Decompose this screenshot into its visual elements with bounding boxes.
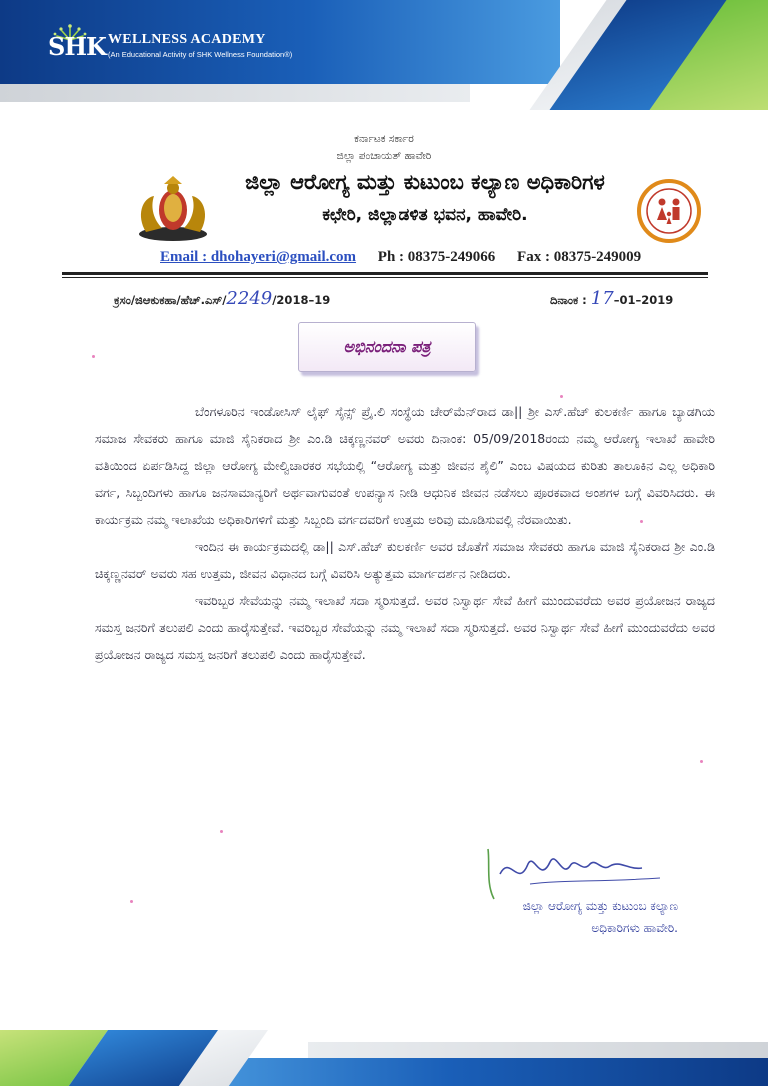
nrhm-logo-icon (636, 178, 702, 244)
letter-date (550, 288, 673, 309)
signatory-block (448, 895, 678, 939)
divider (62, 272, 708, 275)
fax-number: Fax : 08375-249009 (517, 249, 642, 265)
reference-year: /2018–19 (272, 293, 331, 307)
logo-text: SHK (48, 32, 106, 61)
office-title: ಜಿಲ್ಲಾ ಆರೋಗ್ಯ ಮತ್ತು ಕುಟುಂಬ ಕಲ್ಯಾಣ ಅಧಿಕಾರಿಗಳ (245, 170, 605, 194)
footer-banner (0, 1030, 768, 1086)
panchayat-label: ಜಿಲ್ಲಾ ಪಂಚಾಯತ್ ಹಾವೇರಿ (336, 150, 432, 162)
scan-speck (700, 760, 703, 763)
banner-grey-band (0, 84, 470, 102)
divider (62, 277, 708, 278)
signatory-line2: ಅಧಿಕಾರಿಗಳು ಹಾವೇರಿ. (591, 921, 678, 935)
reference-number (114, 288, 330, 309)
state-label: ಕರ್ನಾಟಕ ಸರ್ಕಾರ (354, 133, 414, 145)
date-handwritten: 17 (590, 288, 614, 309)
brand-subtitle: (An Educational Activity of SHK Wellness Foundation®) (108, 50, 293, 59)
shk-logo (48, 22, 104, 70)
header-banner (0, 0, 768, 110)
body-paragraph: ಬೆಂಗಳೂರಿನ ಇಂಡೋಸಿಸ್ ಲೈಫ್ ಸೈನ್ಸ್ ಪ್ರೈ.ಲಿ ಸಂಸ್ಥೆಯ ಚೇರ್‌ಮೆನ್‌ರಾದ ಡಾ|| ಶ್ರೀ ಎಸ್.ಹೆಚ್ ಕುಲಕರ್ಣಿ ಹಾಗೂ ಬ್ಯಾಡಗಿಯ ಸಮಾಜ ಸೇವಕರು ಹಾಗೂ ಮಾಜಿ ಸೈನಿಕರಾದ ಶ್ರೀ ಎಂ.ಡಿ ಚಿಕ್ಕಣ್ಣನವರ್ ಅವರು ದಿನಾಂಕ: 05/09/2018ರಂದು ನಮ್ಮ ಆರೋಗ್ಯ ಇಲಾಖೆ ಹಾವೇರಿ ವತಿಯಿಂದ ಏರ್ಪಡಿಸಿದ್ದ ಜಿಲ್ಲಾ ಆರೋಗ್ಯ ಮೇಲ್ವಿಚಾರಕರ ಸಭೆಯಲ್ಲಿ “ಆರೋಗ್ಯ ಮತ್ತು ಜೀವನ ಶೈಲಿ” ಎಂಬ ವಿಷಯದ ಕುರಿತು ತಾಲೂಕಿನ ಎಲ್ಲ ಅಧಿಕಾರಿ ವರ್ಗ, ಸಿಬ್ಬಂದಿಗಳು ಹಾಗೂ ಜನಸಾಮಾನ್ಯರಿಗೆ ಅರ್ಥವಾಗುವಂತೆ ಉಪನ್ಯಾಸ ನೀಡಿ ಆಧುನಿಕ ಜೀವನ ನಡೆಸಲು ಪೂರಕವಾದ ಅಂಶಗಳ ಬಗ್ಗೆ ವಿವರಿಸಿದರು. ಈ ಕಾರ್ಯಕ್ರಮ ನಮ್ಮ ಇಲಾಖೆಯ ಅಧಿಕಾರಿಗಳಿಗೆ ಮತ್ತು ಸಿಬ್ಬಂದಿ ವರ್ಗದವರಿಗೆ ಉತ್ತಮ ಅರಿವು ಮೂಡಿಸುವಲ್ಲಿ ನೆರವಾಯಿತು. (95, 404, 715, 527)
banner-blue-band (188, 1058, 768, 1086)
certificate-title: ಅಭಿನಂದನಾ ಪತ್ರ (343, 337, 431, 356)
scan-speck (220, 830, 223, 833)
reference-prefix: ಕ್ರಸಂ/ಜಿಆಕುಕಹಾ/ಹೆಚ್.ಎಸ್/ (114, 293, 227, 307)
contact-row (160, 249, 720, 266)
banner-grey-band (308, 1042, 768, 1058)
scan-speck (560, 395, 563, 398)
body-paragraph: ಇಂದಿನ ಈ ಕಾರ್ಯಕ್ರಮದಲ್ಲಿ ಡಾ|| ಎಸ್.ಹೆಚ್ ಕುಲಕರ್ಣಿ ಅವರ ಜೊತೆಗೆ ಸಮಾಜ ಸೇವಕರು ಹಾಗೂ ಮಾಜಿ ಸೈನಿಕರಾದ ಶ್ರೀ ಎಂ.ಡಿ ಚಿಕ್ಕಣ್ಣನವರ್ ಅವರು ಸಹ ಉತ್ತಮ, ಜೀವನ ವಿಧಾನದ ಬಗ್ಗೆ ವಿವರಿಸಿ ಅತ್ಯುತ್ತಮ ಮಾರ್ಗದರ್ಶನ ನೀಡಿದರು. (95, 539, 715, 581)
signatory-line1: ಜಿಲ್ಲಾ ಆರೋಗ್ಯ ಮತ್ತು ಕುಟುಂಬ ಕಲ್ಯಾಣ (522, 899, 678, 913)
office-address: ಕಛೇರಿ, ಜಿಲ್ಲಾಡಳಿತ ಭವನ, ಹಾವೇರಿ. (322, 205, 528, 225)
brand-title: WELLNESS ACADEMY (108, 32, 266, 47)
certificate-title-box (298, 322, 476, 372)
scan-speck (640, 520, 643, 523)
phone-number: Ph : 08375-249066 (377, 249, 496, 265)
scan-speck (130, 900, 133, 903)
date-rest: –01–2019 (613, 293, 674, 307)
date-label: ದಿನಾಂಕ : (550, 293, 587, 307)
scan-speck (92, 355, 95, 358)
body-paragraph: ಇವರಿಬ್ಬರ ಸೇವೆಯನ್ನು ನಮ್ಮ ಇಲಾಖೆ ಸದಾ ಸ್ಮರಿಸುತ್ತದೆ. ಅವರ ನಿಸ್ವಾರ್ಥ ಸೇವೆ ಹೀಗೆ ಮುಂದುವರೆದು ಅವರ ಪ್ರಯೋಜನ ರಾಜ್ಯದ ಸಮಸ್ತ ಜನರಿಗೆ ತಲುಪಲಿ ಎಂದು ಹಾರೈಸುತ್ತೇವೆ. ಇವರಿಬ್ಬರ ಸೇವೆಯನ್ನು ನಮ್ಮ ಇಲಾಖೆ ಸದಾ ಸ್ಮರಿಸುತ್ತದೆ. ಅವರ ನಿಸ್ವಾರ್ಥ ಸೇವೆ ಹೀಗೆ ಮುಂದುವರೆದು ಅವರ ಪ್ರಯೋಜನ ರಾಜ್ಯದ ಸಮಸ್ತ ಜನರಿಗೆ ತಲುಪಲಿ ಎಂದು ಹಾರೈಸುತ್ತೇವೆ. (95, 593, 715, 662)
email-link[interactable]: Email : dhohayeri@gmail.com (160, 249, 357, 265)
letter-body (95, 398, 715, 668)
reference-handwritten: 2249 (226, 288, 273, 309)
